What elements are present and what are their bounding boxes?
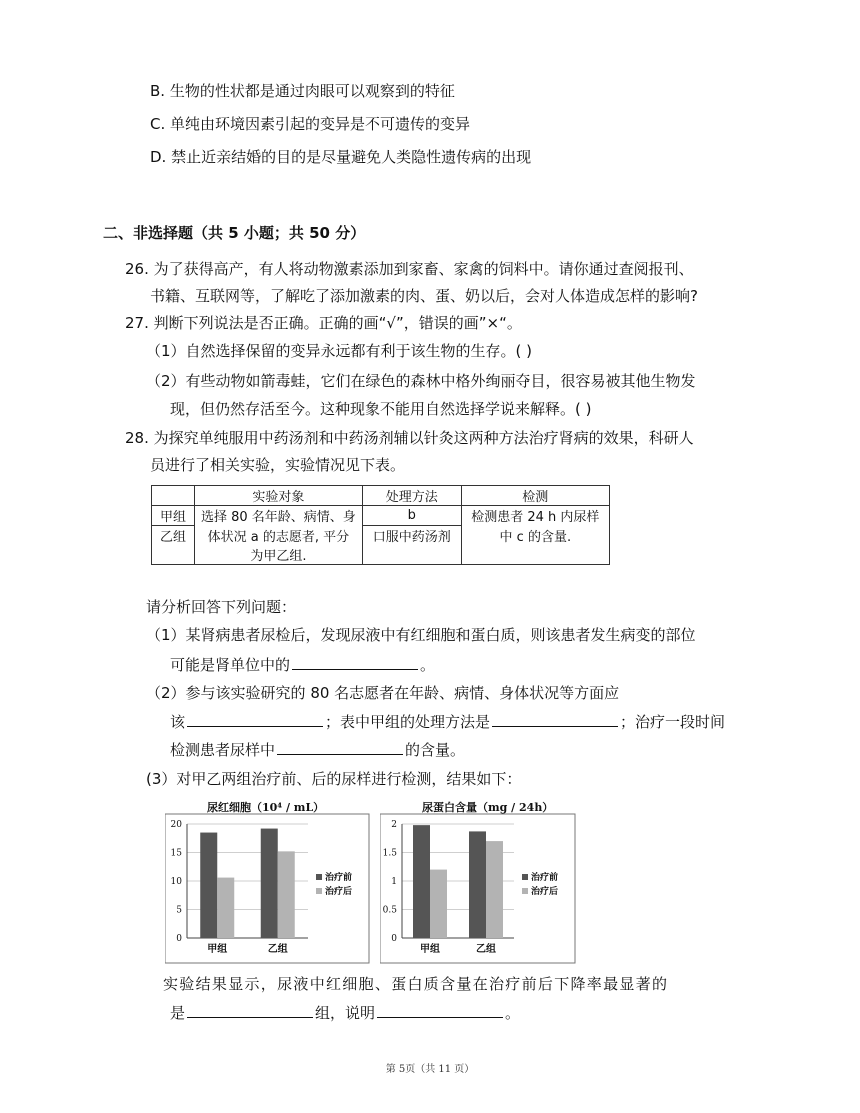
method-yi: 口服中药汤剂 (362, 526, 461, 546)
q26-line2: 书籍、互联网等，了解吃了添加激素的肉、蛋、奶以后，会对人体造成怎样的影响? (150, 287, 698, 305)
q28-result-1: 实验结果显示，尿液中红细胞、蛋白质含量在治疗前后下降率最显著的 (163, 975, 669, 993)
answer-blank-5[interactable] (187, 1003, 313, 1018)
q27-statement-1: （1）自然选择保留的变异永远都有利于该生物的生存。( ) (146, 342, 533, 360)
x-tick-label: 甲组 (207, 944, 228, 955)
answer-blank-6[interactable] (377, 1003, 503, 1018)
group-yi: 乙组 (152, 526, 195, 565)
q28-part1-a: （1）某肾病患者尿检后，发现尿液中有红细胞和蛋白质，则该患者发生病变的部位 (146, 626, 696, 644)
method-jia: b (362, 506, 461, 526)
y-tick-label: 1 (391, 877, 397, 887)
x-tick-label: 乙组 (267, 944, 288, 955)
y-tick-label: 1.5 (382, 848, 397, 859)
header-object: 实验对象 (195, 486, 363, 506)
q28-part1-b: 可能是肾单位中的 。 (170, 656, 436, 674)
section-title: 二、非选择题（共 5 小题；共 50 分） (103, 224, 366, 242)
answer-blank-2[interactable] (187, 712, 323, 727)
header-method: 处理方法 (362, 486, 461, 506)
table-row (152, 506, 610, 526)
legend-swatch (522, 888, 528, 894)
legend-label: 治疗前 (531, 873, 559, 883)
bar (217, 878, 234, 938)
bar (261, 829, 278, 938)
bar (200, 833, 217, 938)
y-tick-label: 2 (391, 820, 397, 830)
bar (486, 841, 503, 938)
bar (469, 831, 486, 938)
legend-swatch (316, 888, 322, 894)
chart-title: 尿红细胞（10⁴ / mL） (207, 801, 325, 814)
legend-swatch (316, 874, 322, 880)
bar (430, 870, 447, 938)
y-tick-label: 5 (176, 905, 182, 916)
q27-stem: 27. 判断下列说法是否正确。正确的画“√”，错误的画”×“。 (125, 314, 522, 332)
x-tick-label: 乙组 (476, 944, 496, 955)
detect-cell-2: 中 c 的含量. (461, 526, 609, 565)
q28-part2-a: （2）参与该实验研究的 80 名志愿者在年龄、病情、身体状况等方面应 (146, 684, 620, 702)
option-b: B. 生物的性状都是通过肉眼可以观察到的特征 (150, 82, 455, 100)
option-c: C. 单纯由环境因素引起的变异是不可遗传的变异 (150, 115, 471, 133)
answer-blank-1[interactable] (292, 655, 418, 670)
chart-red-cells (165, 800, 370, 964)
detect-cell-1: 检测患者 24 h 内尿样 (461, 506, 609, 526)
answer-blank-4[interactable] (277, 740, 403, 755)
q26-line1: 26. 为了获得高产，有人将动物激素添加到家畜、家禽的饲料中。请你通过查阅报刊、 (125, 260, 694, 278)
legend-swatch (522, 874, 528, 880)
legend-label: 治疗后 (531, 887, 559, 897)
q28-line2: 员进行了相关实验，实验情况见下表。 (150, 456, 406, 474)
q27-statement-2b: 现，但仍然存活至今。这种现象不能用自然选择学说来解释。( ) (170, 400, 592, 418)
object-cell-3: 为甲乙组. (195, 545, 363, 565)
object-cell-2: 体状况 a 的志愿者, 平分 (195, 526, 363, 546)
experiment-table (151, 485, 610, 565)
y-tick-label: 15 (170, 848, 182, 859)
answer-blank-3[interactable] (492, 712, 618, 727)
q28-line1: 28. 为探究单纯服用中药汤剂和中药汤剂辅以针灸这两种方法治疗肾病的效果，科研人 (125, 429, 694, 447)
q28-result-2: 是 组，说明 。 (170, 1004, 521, 1022)
x-tick-label: 甲组 (420, 944, 440, 955)
legend-label: 治疗前 (325, 873, 353, 883)
q28-part2-c: 检测患者尿样中 的含量。 (170, 741, 466, 759)
y-tick-label: 10 (170, 877, 182, 887)
page-footer: 第 5页（共 11 页） (385, 1064, 475, 1075)
y-tick-label: 20 (170, 820, 182, 830)
q28-part2-b: 该 ；表中甲组的处理方法是 ；治疗一段时间 (170, 713, 726, 731)
y-tick-label: 0.5 (382, 905, 397, 916)
group-jia: 甲组 (152, 506, 195, 526)
header-detect: 检测 (461, 486, 609, 506)
bar (278, 851, 295, 938)
y-tick-label: 0 (176, 934, 182, 944)
object-cell-1: 选择 80 名年龄、病情、身 (195, 506, 363, 526)
option-d: D. 禁止近亲结婚的目的是尽量避免人类隐性遗传病的出现 (150, 148, 532, 166)
q28-ask: 请分析回答下列问题： (146, 598, 297, 616)
q28-part3: (3）对甲乙两组治疗前、后的尿样进行检测，结果如下： (146, 770, 522, 788)
q27-statement-2a: （2）有些动物如箭毒蛙，它们在绿色的森林中格外绚丽夺目，很容易被其他生物发 (146, 372, 696, 390)
bar (413, 825, 430, 938)
table-row (152, 526, 610, 546)
chart-protein (380, 800, 576, 964)
table-header-row (152, 486, 610, 506)
chart-title: 尿蛋白含量（mg / 24h） (422, 801, 554, 814)
y-tick-label: 0 (391, 934, 397, 944)
legend-label: 治疗后 (325, 887, 353, 897)
